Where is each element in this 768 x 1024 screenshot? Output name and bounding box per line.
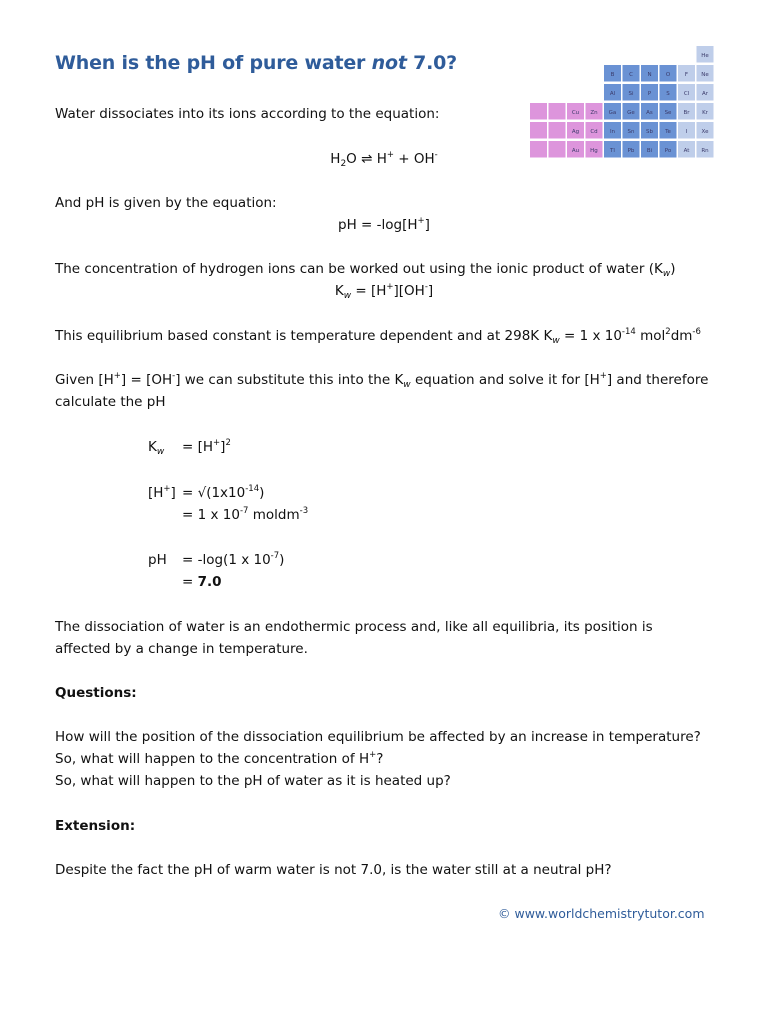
svg-text:Sn: Sn xyxy=(627,129,635,135)
pt-element-cell xyxy=(697,46,714,63)
svg-text:P: P xyxy=(647,91,652,97)
extension-question: Despite the fact the pH of warm water is not 7.0, is the water still at a neutral pH? xyxy=(55,862,612,878)
question-1: How will the position of the dissociation equilibrium be affected by an increase in temperature? xyxy=(55,729,701,745)
pt-element-cell xyxy=(641,122,658,139)
svg-text:Cu: Cu xyxy=(571,110,580,116)
pt-element-cell xyxy=(567,103,584,120)
svg-text:Au: Au xyxy=(571,148,580,154)
calc-h-result-line: = 1 x $10^{-7}$ moldm$^{-3}$ xyxy=(182,506,309,523)
svg-text:Tl: Tl xyxy=(610,148,615,154)
svg-text:Te: Te xyxy=(665,129,671,135)
svg-text:Zn: Zn xyxy=(590,110,598,116)
pt-element-cell xyxy=(660,122,677,139)
periodic-table-image xyxy=(530,44,720,159)
svg-text:Ga: Ga xyxy=(608,110,617,116)
website-credit: © www.worldchemistrytutor.com xyxy=(498,906,705,921)
pt-filler-cell xyxy=(530,103,547,120)
endothermic-text-line1: The dissociation of water is an endothermic process and, like all equilibria, its position is xyxy=(55,619,653,635)
svg-text:I: I xyxy=(685,129,688,135)
svg-text:In: In xyxy=(609,129,616,135)
pt-element-cell xyxy=(623,65,640,82)
page-title: When is the pH of pure water not 7.0? xyxy=(55,52,457,74)
svg-text:Cl: Cl xyxy=(683,91,690,97)
svg-text:Se: Se xyxy=(664,110,672,116)
svg-text:Sb: Sb xyxy=(646,129,653,135)
svg-text:B: B xyxy=(610,72,615,78)
ph-intro-text: And pH is given by the equation: xyxy=(55,195,277,211)
svg-text:Po: Po xyxy=(664,148,672,154)
kw-equation: $K_w = [H^+][OH^-]$ xyxy=(334,282,434,301)
svg-text:Ar: Ar xyxy=(701,91,709,97)
pt-element-cell xyxy=(697,103,714,120)
pt-element-cell xyxy=(586,122,603,139)
svg-text:Ne: Ne xyxy=(701,72,709,78)
given-text-line2: calculate the pH xyxy=(55,394,166,410)
pt-element-cell xyxy=(678,103,695,120)
pt-element-cell xyxy=(586,103,603,120)
pt-element-cell xyxy=(641,103,658,120)
pt-element-cell xyxy=(678,122,695,139)
pt-element-cell xyxy=(604,65,621,82)
calc-ph-line: pH = -log(1 x $10^{-7}$) xyxy=(148,551,285,568)
pt-filler-cell xyxy=(530,122,547,139)
pt-element-cell xyxy=(623,103,640,120)
svg-text:Br: Br xyxy=(683,110,690,116)
given-text: Given [H+] = [OH-] we can substitute this into the $K_w$ equation and solve it for [H+] and therefore xyxy=(55,371,709,390)
endothermic-text-line2: affected by a change in temperature. xyxy=(55,641,308,657)
pt-filler-cell xyxy=(549,122,566,139)
svg-text:Al: Al xyxy=(609,91,616,97)
pt-element-cell xyxy=(567,122,584,139)
svg-text:S: S xyxy=(666,91,670,97)
question-3: So, what will happen to the pH of water as it is heated up? xyxy=(55,773,451,789)
pt-element-cell xyxy=(660,65,677,82)
pt-element-cell xyxy=(697,65,714,82)
svg-text:O: O xyxy=(665,72,671,78)
svg-text:He: He xyxy=(701,53,709,59)
svg-text:Rn: Rn xyxy=(701,148,709,154)
calc-ph-result-line: = 7.0 xyxy=(182,574,222,590)
pt-element-cell xyxy=(641,84,658,101)
svg-text:C: C xyxy=(629,72,633,78)
pt-element-cell xyxy=(623,84,640,101)
pt-element-cell xyxy=(660,84,677,101)
svg-text:At: At xyxy=(683,148,690,154)
pt-element-cell xyxy=(604,122,621,139)
pt-element-cell xyxy=(697,122,714,139)
pt-element-cell xyxy=(678,84,695,101)
svg-text:Hg: Hg xyxy=(590,148,598,154)
dissociation-equation: $H_2O$ ⇌ H+ + OH- xyxy=(330,150,438,169)
pt-filler-cell xyxy=(549,103,566,120)
svg-text:Bi: Bi xyxy=(646,148,653,154)
svg-text:As: As xyxy=(646,110,653,116)
svg-text:F: F xyxy=(684,72,689,78)
svg-text:N: N xyxy=(647,72,652,78)
question-2: So, what will happen to the concentration of H+? xyxy=(55,750,384,767)
pt-element-cell xyxy=(641,65,658,82)
ph-equation: pH = -log[H+] xyxy=(338,216,430,233)
intro-text: Water dissociates into its ions according to the equation: xyxy=(55,106,440,122)
questions-heading: Questions: xyxy=(55,685,137,701)
periodic-table-graphic xyxy=(530,44,720,159)
svg-text:Xe: Xe xyxy=(701,129,709,135)
pt-element-cell xyxy=(604,103,621,120)
pt-element-cell xyxy=(604,84,621,101)
concentration-text: The concentration of hydrogen ions can be worked out using the ionic product of water $(K_w)$ xyxy=(55,261,676,279)
constant-text: This equilibrium based constant is temperature dependent and at 298K $K_w = 1$ x $10^{-14}$ $mol^2dm^{-6}$ xyxy=(55,327,701,346)
svg-text:Cd: Cd xyxy=(590,129,598,135)
svg-text:Ag: Ag xyxy=(571,129,580,135)
extension-heading: Extension: xyxy=(55,818,136,834)
calc-h-line: $[H^+] = √(1x10^{-14})$ xyxy=(148,484,265,501)
pt-element-cell xyxy=(623,122,640,139)
svg-text:Pb: Pb xyxy=(627,148,635,154)
pt-element-cell xyxy=(678,65,695,82)
calc-kw-line: $K_w = [H^+]^2$ xyxy=(148,438,231,457)
svg-text:Ge: Ge xyxy=(627,110,635,116)
pt-element-cell xyxy=(697,84,714,101)
svg-text:Si: Si xyxy=(628,91,634,97)
svg-text:Kr: Kr xyxy=(702,110,708,116)
pt-element-cell xyxy=(660,103,677,120)
